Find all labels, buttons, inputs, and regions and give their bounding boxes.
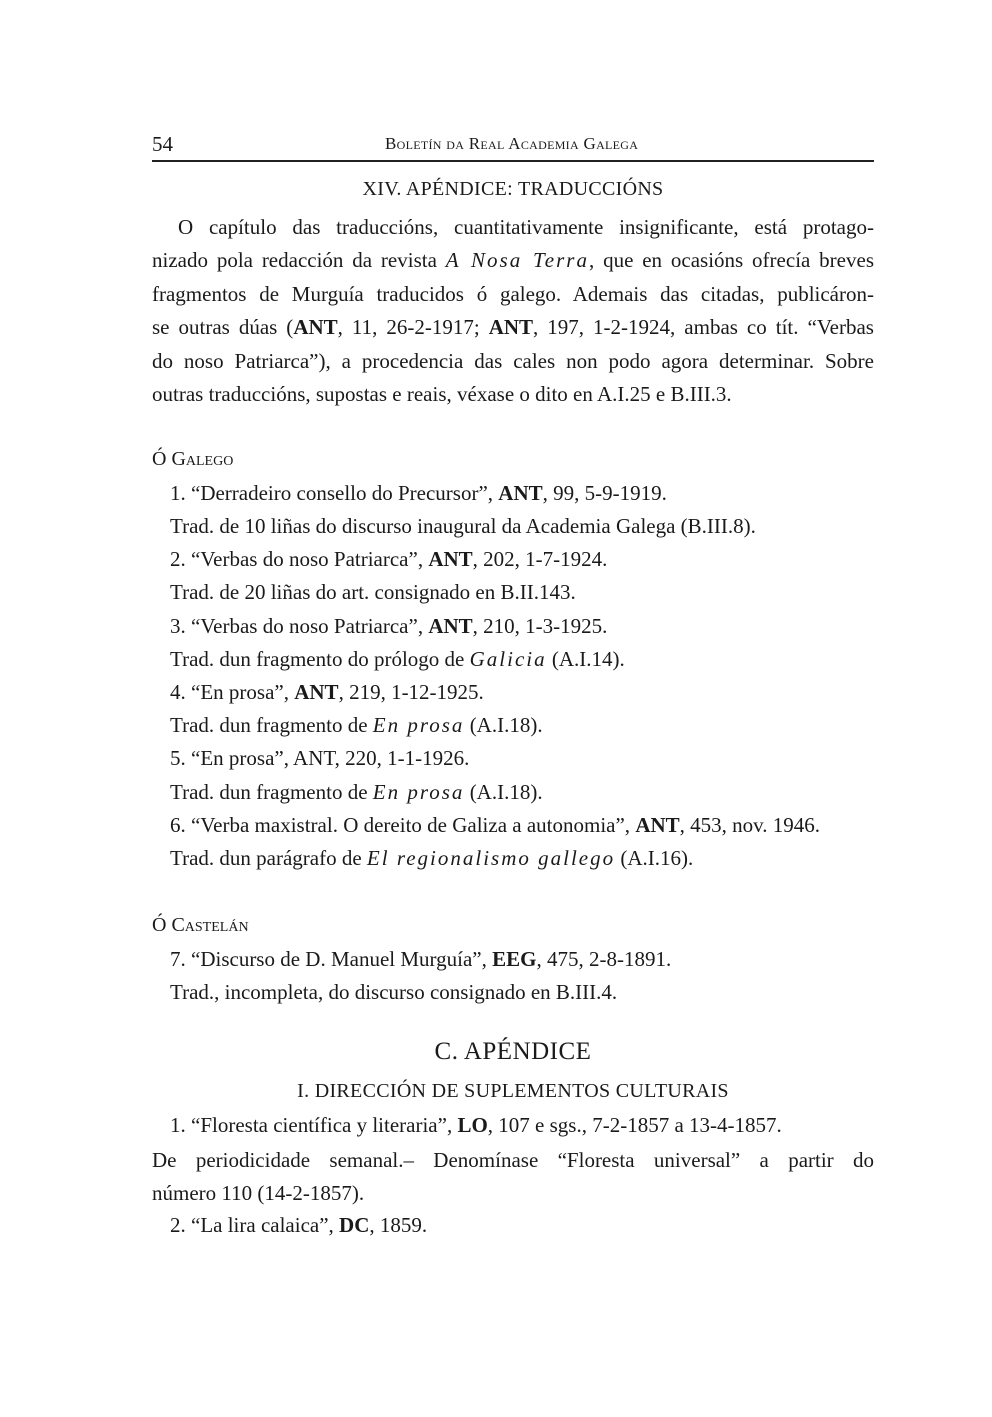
note-line: De periodicidade semanal.– Denomínase “Floresta universal” a partir do	[152, 1148, 874, 1172]
list-item: 1. “Derradeiro consello do Precursor”, ANT, 99, 5-9-1919.	[170, 481, 667, 505]
running-title: Boletín da Real Academia Galega	[385, 134, 639, 153]
list-item: Trad. de 10 liñas do discurso inaugural da Academia Galega (B.III.8).	[170, 514, 756, 538]
list-item: Trad. dun fragmento de En prosa (A.I.18).	[170, 713, 543, 737]
list-item: Trad. dun fragmento de En prosa (A.I.18).	[170, 780, 543, 804]
journal-title: A Nosa Terra	[445, 248, 589, 273]
para-line: nizado pola redacción da revista A Nosa Terra, que en ocasións ofrecía breves	[152, 248, 874, 273]
subsection-heading-castelan: Ó Castelán	[152, 914, 249, 936]
para-line: fragmentos de Murguía traducidos ó galego. Ademais das citadas, publicáron-	[152, 281, 874, 306]
list-item: 3. “Verbas do noso Patriarca”, ANT, 210, 1-3-1925.	[170, 614, 608, 638]
list-item: 2. “La lira calaica”, DC, 1859.	[170, 1213, 428, 1237]
header-rule	[152, 160, 874, 162]
appendix-c-heading: C. APÉNDICE	[434, 1038, 592, 1065]
list-item: Trad., incompleta, do discurso consignado en B.III.4.	[170, 980, 618, 1004]
list-item: 1. “Floresta científica y literaria”, LO, 107 e sgs., 7-2-1857 a 13-4-1857.	[170, 1113, 782, 1137]
section-heading-xiv: XIV. APÉNDICE: TRADUCCIÓNS	[362, 178, 664, 200]
para-line: do noso Patriarca”), a procedencia das cales non podo agora determinar. Sobre	[152, 348, 874, 373]
list-item: 5. “En prosa”, ANT, 220, 1-1-1926.	[170, 746, 470, 770]
para-line: O capítulo das traduccións, cuantitativamente insignificante, está protago-	[178, 215, 874, 239]
para-line: outras traduccións, supostas e reais, véxase o dito en A.I.25 e B.III.3.	[152, 382, 732, 407]
list-item: Trad. dun parágrafo de El regionalismo gallego (A.I.16).	[170, 846, 694, 870]
list-item: 2. “Verbas do noso Patriarca”, ANT, 202, 1-7-1924.	[170, 547, 608, 571]
page-number: 54	[152, 132, 173, 156]
note-line: número 110 (14-2-1857).	[152, 1181, 365, 1206]
appendix-c-subheading: I. DIRECCIÓN DE SUPLEMENTOS CULTURAIS	[297, 1080, 729, 1102]
para-line: se outras dúas (ANT, 11, 26-2-1917; ANT, 197, 1-2-1924, ambas co tít. “Verbas	[152, 315, 874, 340]
item-note	[152, 1144, 874, 1211]
list-item: 7. “Discurso de D. Manuel Murguía”, EEG, 475, 2-8-1891.	[170, 947, 672, 971]
page	[152, 128, 874, 1237]
subsection-heading-galego: Ó Galego	[152, 448, 234, 470]
list-item: 6. “Verba maxistral. O dereito de Galiza a autonomia”, ANT, 453, nov. 1946.	[170, 813, 821, 837]
list-item: Trad. dun fragmento do prólogo de Galicia (A.I.14).	[170, 647, 625, 671]
page-header	[152, 128, 874, 158]
list-item: Trad. de 20 liñas do art. consignado en B.II.143.	[170, 580, 576, 604]
intro-paragraph	[152, 211, 874, 411]
list-item: 4. “En prosa”, ANT, 219, 1-12-1925.	[170, 680, 484, 704]
